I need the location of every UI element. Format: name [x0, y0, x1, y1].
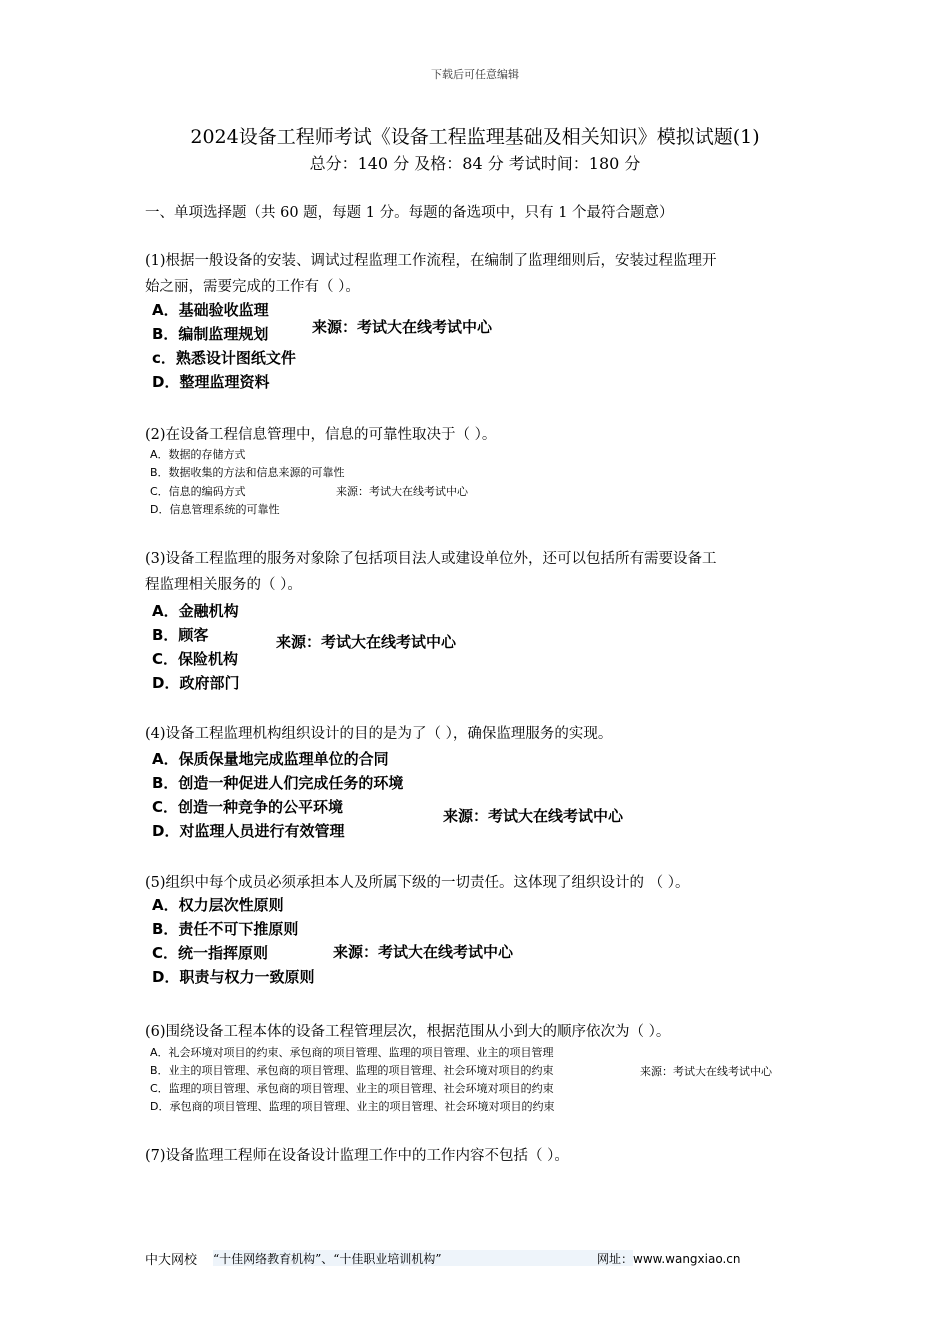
question-1-stem [145, 248, 810, 300]
question-5-option-a: A．权力层次性原则 [152, 896, 284, 914]
question-3-stem [145, 546, 810, 598]
question-2-option-c: C．信息的编码方式 [150, 485, 246, 498]
question-1-option-c: c．熟悉设计图纸文件 [152, 349, 296, 367]
question-2-stem [145, 422, 810, 448]
question-1-option-d: D．整理监理资料 [152, 373, 270, 391]
question-stem-line: (3)设备工程监理的服务对象除了包括项目法人或建设单位外，还可以包括所有需要设备工 [145, 551, 717, 567]
question-stem-line: (6)围绕设备工程本体的设备工程管理层次，根据范围从小到大的顺序依次为（ ）。 [145, 1024, 671, 1040]
question-stem-line: 程监理相关服务的（ ）。 [145, 577, 302, 593]
question-5-option-d: D．职责与权力一致原则 [152, 968, 315, 986]
question-4-stem [145, 721, 810, 747]
question-2-option-d: D．信息管理系统的可靠性 [150, 503, 280, 516]
question-4-option-d: D．对监理人员进行有效管理 [152, 822, 345, 840]
question-4-option-c: C．创造一种竞争的公平环境 [152, 798, 344, 816]
question-3-option-a: A．金融机构 [152, 602, 239, 620]
question-stem-line: 始之丽，需要完成的工作有（ ）。 [145, 279, 360, 295]
question-1-option-a: A．基础验收监理 [152, 301, 269, 319]
source-label: 来源：考试大在线考试中心 [333, 943, 514, 961]
footer-slogan: “十佳网络教育机构”、“十佳职业培训机构” [213, 1250, 633, 1266]
question-3-option-b: B．顾客 [152, 626, 209, 644]
source-label: 来源：考试大在线考试中心 [443, 807, 624, 825]
question-6-option-d: D．承包商的项目管理、监理的项目管理、业主的项目管理、社会环境对项目的约束 [150, 1100, 555, 1113]
question-7-stem [145, 1143, 810, 1169]
source-label: 来源：考试大在线考试中心 [336, 485, 468, 498]
question-stem-line: (5)组织中每个成员必须承担本人及所属下级的一切责任。这体现了组织设计的 （ ）。 [145, 875, 690, 891]
page-title: 2024设备工程师考试《设备工程监理基础及相关知识》模拟试题(1) [190, 126, 760, 148]
question-stem-line: (2)在设备工程信息管理中，信息的可靠性取决于（ ）。 [145, 427, 497, 443]
question-2-option-a: A．数据的存储方式 [150, 448, 246, 461]
question-5-stem [145, 870, 810, 896]
exam-info: 总分：140 分 及格：84 分 考试时间：180 分 [309, 154, 641, 173]
question-6-option-b: B．业主的项目管理、承包商的项目管理、监理的项目管理、社会环境对项目的约束 [150, 1064, 554, 1077]
question-3-option-d: D．政府部门 [152, 674, 240, 692]
question-2-option-b: B．数据收集的方法和信息来源的可靠性 [150, 466, 345, 479]
question-6-option-c: C．监理的项目管理、承包商的项目管理、业主的项目管理、社会环境对项目的约束 [150, 1082, 554, 1095]
source-label: 来源：考试大在线考试中心 [640, 1065, 772, 1078]
header-note: 下载后可任意编辑 [431, 68, 519, 81]
question-stem-line: (1)根据一般设备的安装、调试过程监理工作流程，在编制了监理细则后，安装过程监理开 [145, 253, 717, 269]
question-4-option-a: A．保质保量地完成监理单位的合同 [152, 750, 389, 768]
question-6-stem [145, 1019, 810, 1045]
section-heading: 一、单项选择题（共 60 题，每题 1 分。每题的备选项中，只有 1 个最符合题意） [145, 205, 674, 221]
question-5-option-b: B．责任不可下推原则 [152, 920, 299, 938]
question-stem-line: (4)设备工程监理机构组织设计的目的是为了（ ），确保监理服务的实现。 [145, 726, 613, 742]
question-1-option-b: B．编制监理规划 [152, 325, 269, 343]
source-label: 来源：考试大在线考试中心 [312, 318, 493, 336]
question-4-option-b: B．创造一种促进人们完成任务的环境 [152, 774, 404, 792]
source-label: 来源：考试大在线考试中心 [276, 633, 457, 651]
footer-website[interactable]: 网址：www.wangxiao.cn [597, 1252, 741, 1266]
question-6-option-a: A．礼会环境对项目的约束、承包商的项目管理、监理的项目管理、业主的项目管理 [150, 1046, 554, 1059]
question-stem-line: (7)设备监理工程师在设备设计监理工作中的工作内容不包括（ ）。 [145, 1148, 569, 1164]
question-3-option-c: C．保险机构 [152, 650, 239, 668]
footer-school: 中大网校 [145, 1253, 198, 1268]
question-5-option-c: C．统一指挥原则 [152, 944, 269, 962]
